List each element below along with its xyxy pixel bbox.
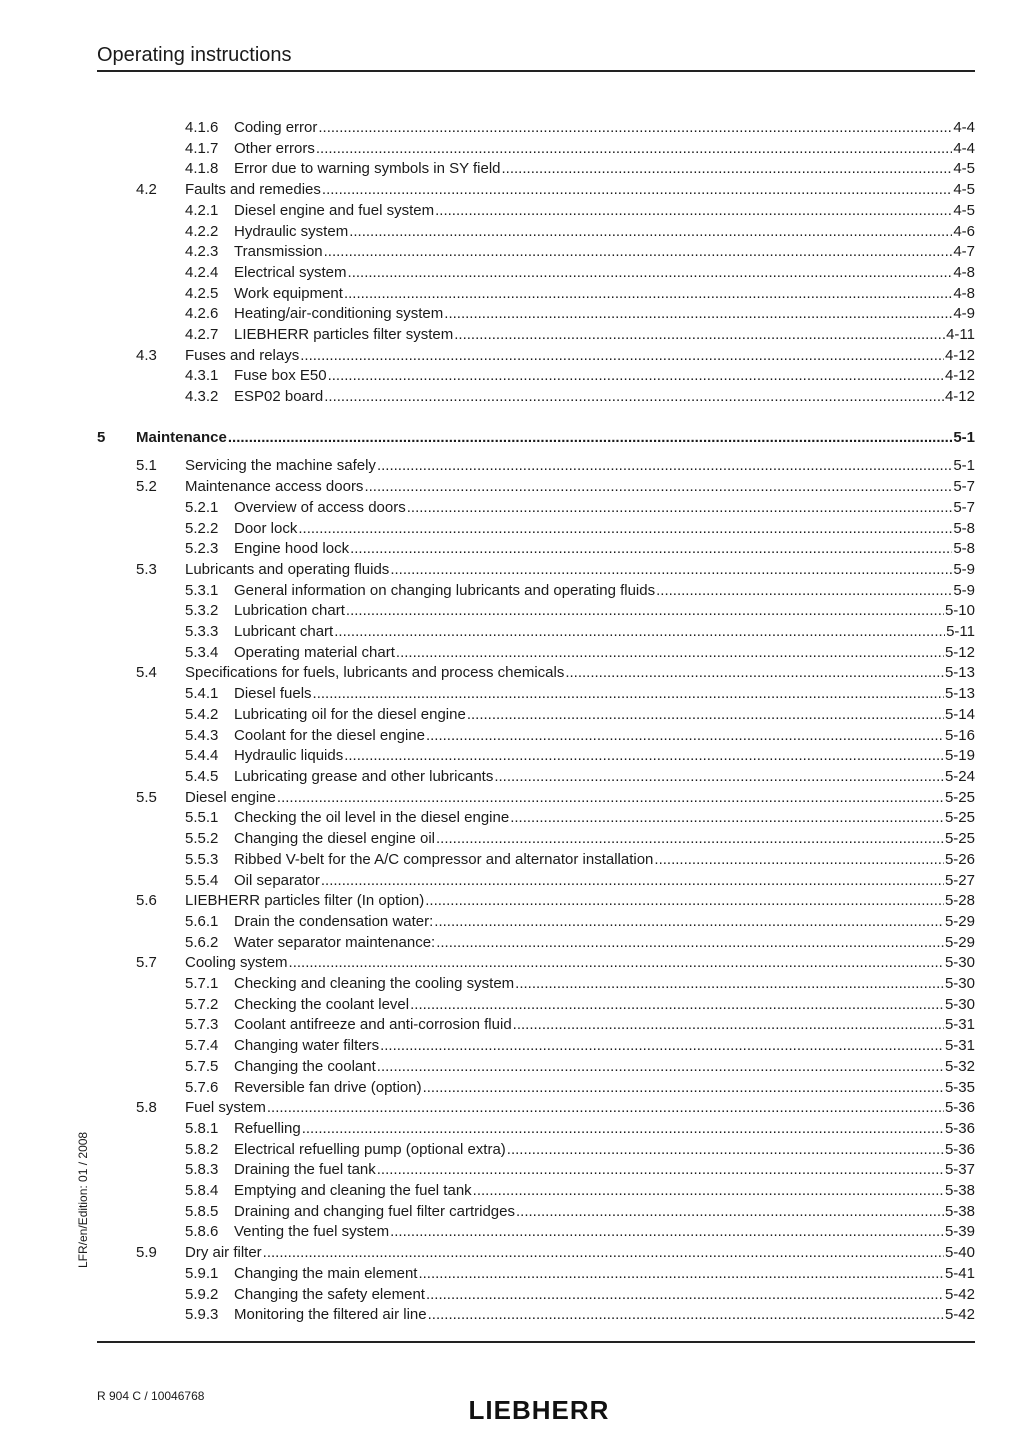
toc-entry-number: 5.5.1 xyxy=(185,809,219,826)
toc-leader-dots xyxy=(494,767,944,787)
toc-leader-dots xyxy=(267,1098,944,1118)
toc-entry xyxy=(185,519,975,539)
toc-leader-dots xyxy=(436,933,944,953)
toc-entry-number: 5.3.3 xyxy=(185,623,219,640)
toc-entry-number: 5.2.1 xyxy=(185,499,219,516)
toc-entry xyxy=(185,767,975,787)
toc-entry-page: 5-9 xyxy=(953,582,975,599)
toc-entry-number: 5.4.5 xyxy=(185,768,219,785)
toc-leader-dots xyxy=(467,705,944,725)
toc-entry-number: 5.7.3 xyxy=(185,1016,219,1033)
toc-entry-page: 5-14 xyxy=(944,706,975,723)
toc-entry-title: Lubricants and operating fluids xyxy=(185,561,390,578)
toc-entry xyxy=(136,456,975,476)
toc-entry-number: 4.2.7 xyxy=(185,326,219,343)
toc-entry xyxy=(185,601,975,621)
toc-entry xyxy=(185,1181,975,1201)
toc-entry-title: LIEBHERR particles filter system xyxy=(234,326,454,343)
toc-entry-page: 4-8 xyxy=(953,285,975,302)
toc-leader-dots xyxy=(502,159,953,179)
toc-entry-title: Transmission xyxy=(234,243,323,260)
toc-entry-title: Hydraulic system xyxy=(234,223,349,240)
toc-leader-dots xyxy=(425,891,944,911)
toc-entry xyxy=(185,366,975,386)
toc-entry-page: 5-10 xyxy=(944,602,975,619)
toc-entry-number: 5.4.3 xyxy=(185,727,219,744)
toc-entry-page: 5-32 xyxy=(944,1058,975,1075)
toc-entry-number: 4.3.1 xyxy=(185,367,219,384)
toc-entry-page: 4-5 xyxy=(953,202,975,219)
toc-entry xyxy=(185,1057,975,1077)
toc-leader-dots xyxy=(390,560,952,580)
toc-leader-dots xyxy=(423,1078,944,1098)
toc-entry-number: 5.5 xyxy=(136,789,157,806)
toc-leader-dots xyxy=(426,1285,944,1305)
toc-leader-dots xyxy=(454,325,945,345)
toc-entry-number: 5.3 xyxy=(136,561,157,578)
toc-entry-page: 5-27 xyxy=(944,872,975,889)
toc-entry-title: Cooling system xyxy=(185,954,288,971)
toc-entry-title: Checking the coolant level xyxy=(234,996,410,1013)
toc-leader-dots xyxy=(654,850,944,870)
toc-entry-title: Hydraulic liquids xyxy=(234,747,344,764)
toc-entry-title: Diesel engine xyxy=(185,789,276,806)
toc-entry-number: 4.2.6 xyxy=(185,305,219,322)
toc-entry xyxy=(185,498,975,518)
toc-entry-title: Changing the main element xyxy=(234,1265,418,1282)
toc-leader-dots xyxy=(302,1119,944,1139)
toc-entry-number: 5.8.4 xyxy=(185,1182,219,1199)
toc-entry xyxy=(185,304,975,324)
toc-entry-title: Oil separator xyxy=(234,872,320,889)
toc-entry xyxy=(185,387,975,407)
toc-entry xyxy=(185,1160,975,1180)
toc-entry xyxy=(185,325,975,345)
toc-leader-dots xyxy=(300,346,944,366)
toc-entry-number: 5.6 xyxy=(136,892,157,909)
toc-entry-title: Reversible fan drive (option) xyxy=(234,1079,422,1096)
toc-leader-dots xyxy=(396,643,944,663)
toc-entry xyxy=(136,477,975,497)
toc-leader-dots xyxy=(364,477,952,497)
toc-entry-title: Monitoring the filtered air line xyxy=(234,1306,427,1323)
toc-entry-title: Lubricating grease and other lubricants xyxy=(234,768,494,785)
toc-entry-number: 5 xyxy=(97,429,106,446)
toc-entry-number: 5.6.2 xyxy=(185,934,219,951)
toc-entry-title: Changing water filters xyxy=(234,1037,380,1054)
toc-entry xyxy=(185,201,975,221)
toc-entry xyxy=(185,808,975,828)
toc-entry-page: 5-31 xyxy=(944,1016,975,1033)
toc-leader-dots xyxy=(277,788,944,808)
toc-entry-page: 5-39 xyxy=(944,1223,975,1240)
toc-entry-number: 4.2.4 xyxy=(185,264,219,281)
toc-entry-number: 5.8.5 xyxy=(185,1203,219,1220)
toc-entry-title: Changing the coolant xyxy=(234,1058,376,1075)
toc-entry xyxy=(185,643,975,663)
toc-entry-title: Checking and cleaning the cooling system xyxy=(234,975,515,992)
toc-entry-page: 5-38 xyxy=(944,1182,975,1199)
toc-entry-page: 5-37 xyxy=(944,1161,975,1178)
toc-entry xyxy=(136,180,975,200)
footer-divider xyxy=(97,1341,975,1343)
toc-leader-dots xyxy=(328,366,944,386)
toc-entry-page: 5-1 xyxy=(953,457,975,474)
toc-entry xyxy=(185,705,975,725)
toc-leader-dots xyxy=(507,1140,944,1160)
toc-entry-page: 5-38 xyxy=(944,1203,975,1220)
toc-entry-title: Water separator maintenance: xyxy=(234,934,436,951)
toc-entry-title: Maintenance access doors xyxy=(185,478,364,495)
toc-entry-page: 4-5 xyxy=(953,160,975,177)
toc-entry xyxy=(185,871,975,891)
toc-entry-number: 5.3.4 xyxy=(185,644,219,661)
toc-entry-page: 4-11 xyxy=(946,326,975,343)
toc-entry-page: 4-7 xyxy=(953,243,975,260)
toc-entry xyxy=(136,1098,975,1118)
header-divider xyxy=(97,70,975,72)
toc-entry xyxy=(136,1243,975,1263)
toc-leader-dots xyxy=(380,1036,944,1056)
toc-entry-page: 5-42 xyxy=(944,1306,975,1323)
toc-leader-dots xyxy=(289,953,944,973)
toc-entry-page: 4-8 xyxy=(953,264,975,281)
toc-entry xyxy=(185,974,975,994)
toc-entry-title: Draining the fuel tank xyxy=(234,1161,376,1178)
toc-entry-page: 5-40 xyxy=(944,1244,975,1261)
toc-entry-title: Venting the fuel system xyxy=(234,1223,390,1240)
toc-entry-number: 5.4.1 xyxy=(185,685,219,702)
toc-entry-page: 5-36 xyxy=(944,1099,975,1116)
toc-leader-dots xyxy=(350,539,952,559)
toc-entry-title: Emptying and cleaning the fuel tank xyxy=(234,1182,472,1199)
toc-entry-page: 4-12 xyxy=(944,367,975,384)
toc-entry-title: Overview of access doors xyxy=(234,499,406,516)
toc-entry-number: 5.3.2 xyxy=(185,602,219,619)
toc-entry-number: 5.4.4 xyxy=(185,747,219,764)
toc-entry-page: 5-35 xyxy=(944,1079,975,1096)
toc-entry xyxy=(185,933,975,953)
logo-text: LIEBHERR xyxy=(468,1395,610,1423)
toc-entry-title: Checking the oil level in the diesel engine xyxy=(234,809,510,826)
toc-leader-dots xyxy=(316,139,952,159)
toc-entry-title: LIEBHERR particles filter (In option) xyxy=(185,892,425,909)
toc-leader-dots xyxy=(428,1305,944,1325)
toc-entry-number: 4.2.2 xyxy=(185,223,219,240)
toc-entry-number: 5.7.6 xyxy=(185,1079,219,1096)
toc-leader-dots xyxy=(346,601,944,621)
toc-leader-dots xyxy=(263,1243,944,1263)
toc-entry-page: 5-42 xyxy=(944,1286,975,1303)
toc-entry xyxy=(185,622,975,642)
toc-entry-page: 5-29 xyxy=(944,934,975,951)
toc-entry-title: Diesel engine and fuel system xyxy=(234,202,435,219)
toc-leader-dots xyxy=(444,304,952,324)
toc-leader-dots xyxy=(348,263,953,283)
toc-entry-title: Fuses and relays xyxy=(185,347,300,364)
toc-entry xyxy=(185,1222,975,1242)
toc-leader-dots xyxy=(377,456,952,476)
toc-entry xyxy=(97,428,975,448)
toc-entry-title: Electrical refuelling pump (optional extra) xyxy=(234,1141,506,1158)
toc-leader-dots xyxy=(410,995,944,1015)
toc-entry-page: 5-12 xyxy=(944,644,975,661)
toc-leader-dots xyxy=(434,912,944,932)
toc-leader-dots xyxy=(565,663,944,683)
toc-entry-page: 4-12 xyxy=(944,388,975,405)
toc-leader-dots xyxy=(510,808,944,828)
toc-entry-number: 5.7.4 xyxy=(185,1037,219,1054)
toc-entry xyxy=(185,995,975,1015)
toc-entry-number: 5.9.3 xyxy=(185,1306,219,1323)
toc-entry-page: 4-5 xyxy=(953,181,975,198)
toc-entry-title: Coolant antifreeze and anti-corrosion fluid xyxy=(234,1016,512,1033)
toc-entry xyxy=(185,1036,975,1056)
toc-entry xyxy=(185,1305,975,1325)
toc-entry xyxy=(185,1285,975,1305)
toc-entry-page: 5-24 xyxy=(944,768,975,785)
toc-entry-number: 4.2.1 xyxy=(185,202,219,219)
toc-entry-title: Dry air filter xyxy=(185,1244,262,1261)
toc-entry-page: 5-8 xyxy=(953,540,975,557)
toc-entry-number: 4.2.3 xyxy=(185,243,219,260)
toc-entry-number: 4.2.5 xyxy=(185,285,219,302)
toc-entry-number: 5.8.6 xyxy=(185,1223,219,1240)
toc-entry-page: 5-25 xyxy=(944,789,975,806)
toc-entry-page: 5-28 xyxy=(944,892,975,909)
toc-entry xyxy=(185,284,975,304)
toc-entry xyxy=(185,539,975,559)
toc-entry-page: 5-11 xyxy=(946,623,975,640)
toc-entry-number: 5.8.3 xyxy=(185,1161,219,1178)
toc-entry-page: 5-1 xyxy=(953,429,975,446)
toc-entry-page: 5-36 xyxy=(944,1120,975,1137)
toc-entry-title: Lubricant chart xyxy=(234,623,334,640)
toc-entry xyxy=(185,829,975,849)
toc-entry-page: 5-7 xyxy=(953,499,975,516)
toc-leader-dots xyxy=(436,829,944,849)
toc-entry-number: 5.7.2 xyxy=(185,996,219,1013)
toc-leader-dots xyxy=(324,242,953,262)
toc-entry-number: 4.1.8 xyxy=(185,160,219,177)
toc-entry-title: Changing the diesel engine oil xyxy=(234,830,435,847)
toc-entry-page: 5-16 xyxy=(944,727,975,744)
toc-entry-title: Door lock xyxy=(234,520,298,537)
toc-entry-title: Refuelling xyxy=(234,1120,301,1137)
toc-entry-number: 5.9.2 xyxy=(185,1286,219,1303)
toc-entry-page: 5-19 xyxy=(944,747,975,764)
toc-entry xyxy=(185,1140,975,1160)
toc-entry-title: General information on changing lubricants and operating fluids xyxy=(234,582,656,599)
toc-entry-number: 5.4.2 xyxy=(185,706,219,723)
toc-entry xyxy=(136,663,975,683)
toc-entry-title: Work equipment xyxy=(234,285,343,302)
toc-entry-title: Heating/air-conditioning system xyxy=(234,305,444,322)
toc-leader-dots xyxy=(473,1181,944,1201)
toc-entry-page: 5-41 xyxy=(944,1265,975,1282)
toc-entry-title: Ribbed V-belt for the A/C compressor and alternator installation xyxy=(234,851,654,868)
toc-entry xyxy=(185,726,975,746)
document-id: R 904 C / 10046768 xyxy=(97,1389,205,1403)
toc-entry-page: 5-25 xyxy=(944,830,975,847)
toc-leader-dots xyxy=(313,684,944,704)
toc-entry xyxy=(185,139,975,159)
toc-entry-page: 4-6 xyxy=(953,223,975,240)
toc-leader-dots xyxy=(513,1015,944,1035)
toc-leader-dots xyxy=(426,726,944,746)
toc-entry xyxy=(185,684,975,704)
toc-entry-number: 5.8 xyxy=(136,1099,157,1116)
toc-entry-page: 4-4 xyxy=(953,119,975,136)
toc-entry xyxy=(185,242,975,262)
toc-leader-dots xyxy=(435,201,952,221)
toc-entry xyxy=(136,891,975,911)
toc-entry-title: Coolant for the diesel engine xyxy=(234,727,425,744)
toc-entry-number: 5.9 xyxy=(136,1244,157,1261)
toc-entry-page: 5-26 xyxy=(944,851,975,868)
toc-entry-title: Fuse box E50 xyxy=(234,367,327,384)
toc-leader-dots xyxy=(418,1264,944,1284)
toc-entry xyxy=(185,1264,975,1284)
toc-entry xyxy=(185,1078,975,1098)
toc-entry-number: 4.3 xyxy=(136,347,157,364)
toc-entry-number: 5.5.4 xyxy=(185,872,219,889)
toc-leader-dots xyxy=(377,1160,944,1180)
toc-entry-page: 4-4 xyxy=(953,140,975,157)
toc-entry-number: 4.2 xyxy=(136,181,157,198)
toc-leader-dots xyxy=(324,387,944,407)
toc-entry xyxy=(185,118,975,138)
toc-entry-page: 5-36 xyxy=(944,1141,975,1158)
toc-entry-page: 5-9 xyxy=(953,561,975,578)
toc-entry-page: 5-30 xyxy=(944,954,975,971)
toc-entry-title: Operating material chart xyxy=(234,644,395,661)
toc-entry-number: 5.7.1 xyxy=(185,975,219,992)
toc-entry-title: Engine hood lock xyxy=(234,540,350,557)
toc-entry-title: Other errors xyxy=(234,140,315,157)
toc-entry-number: 4.1.6 xyxy=(185,119,219,136)
toc-entry-title: Servicing the machine safely xyxy=(185,457,376,474)
toc-entry-page: 5-8 xyxy=(953,520,975,537)
toc-entry xyxy=(185,263,975,283)
toc-leader-dots xyxy=(322,180,952,200)
toc-leader-dots xyxy=(344,284,952,304)
toc-entry-title: Specifications for fuels, lubricants and process chemicals xyxy=(185,664,565,681)
toc-entry-number: 5.2.3 xyxy=(185,540,219,557)
toc-entry-number: 5.3.1 xyxy=(185,582,219,599)
toc-entry xyxy=(185,159,975,179)
toc-entry-page: 4-12 xyxy=(944,347,975,364)
toc-entry-title: Fuel system xyxy=(185,1099,266,1116)
toc-entry-page: 5-29 xyxy=(944,913,975,930)
toc-entry-page: 5-13 xyxy=(944,685,975,702)
edition-label: LFR/en/Edition: 01 / 2008 xyxy=(76,1131,90,1268)
toc-entry-number: 5.7.5 xyxy=(185,1058,219,1075)
toc-entry-page: 5-30 xyxy=(944,996,975,1013)
toc-entry-number: 5.4 xyxy=(136,664,157,681)
toc-leader-dots xyxy=(407,498,953,518)
toc-entry-title: Lubrication chart xyxy=(234,602,345,619)
toc-entry-title: Lubricating oil for the diesel engine xyxy=(234,706,466,723)
page-header-title: Operating instructions xyxy=(97,44,292,66)
toc-entry-title: ESP02 board xyxy=(234,388,324,405)
toc-entry-title: Faults and remedies xyxy=(185,181,321,198)
toc-entry-number: 5.5.3 xyxy=(185,851,219,868)
toc-leader-dots xyxy=(334,622,945,642)
toc-entry-page: 5-31 xyxy=(944,1037,975,1054)
toc-leader-dots xyxy=(298,519,952,539)
toc-entry-title: Error due to warning symbols in SY field xyxy=(234,160,501,177)
toc-entry-number: 5.8.2 xyxy=(185,1141,219,1158)
toc-entry-number: 5.5.2 xyxy=(185,830,219,847)
toc-entry xyxy=(185,581,975,601)
liebherr-logo xyxy=(452,1395,626,1423)
toc-leader-dots xyxy=(390,1222,944,1242)
toc-entry xyxy=(185,1119,975,1139)
toc-entry-title: Electrical system xyxy=(234,264,347,281)
toc-entry xyxy=(136,346,975,366)
toc-entry-title: Coding error xyxy=(234,119,318,136)
toc-leader-dots xyxy=(377,1057,944,1077)
toc-entry-page: 5-25 xyxy=(944,809,975,826)
toc-entry-number: 5.2 xyxy=(136,478,157,495)
toc-entry xyxy=(185,746,975,766)
toc-leader-dots xyxy=(656,581,952,601)
toc-entry xyxy=(185,1202,975,1222)
toc-entry-number: 5.7 xyxy=(136,954,157,971)
toc-leader-dots xyxy=(516,1202,944,1222)
toc-leader-dots xyxy=(321,871,944,891)
toc-entry-number: 4.3.2 xyxy=(185,388,219,405)
toc-entry-title: Draining and changing fuel filter cartridges xyxy=(234,1203,515,1220)
toc-entry xyxy=(185,850,975,870)
toc-entry-page: 4-9 xyxy=(953,305,975,322)
toc-entry xyxy=(185,912,975,932)
toc-entry-page: 5-30 xyxy=(944,975,975,992)
toc-entry-number: 5.1 xyxy=(136,457,157,474)
toc-entry xyxy=(136,788,975,808)
toc-leader-dots xyxy=(228,428,952,448)
toc-leader-dots xyxy=(344,746,944,766)
toc-entry-title: Drain the condensation water: xyxy=(234,913,434,930)
toc-entry-number: 4.1.7 xyxy=(185,140,219,157)
toc-leader-dots xyxy=(318,118,952,138)
toc-entry-number: 5.9.1 xyxy=(185,1265,219,1282)
toc-entry-number: 5.2.2 xyxy=(185,520,219,537)
toc-leader-dots xyxy=(515,974,944,994)
toc-leader-dots xyxy=(349,222,952,242)
toc-entry-title: Maintenance xyxy=(136,429,227,446)
toc-entry xyxy=(136,560,975,580)
toc-entry xyxy=(185,222,975,242)
toc-entry-number: 5.8.1 xyxy=(185,1120,219,1137)
toc-entry-title: Changing the safety element xyxy=(234,1286,425,1303)
toc-entry-page: 5-7 xyxy=(953,478,975,495)
toc-entry xyxy=(185,1015,975,1035)
toc-entry-page: 5-13 xyxy=(944,664,975,681)
toc-entry xyxy=(136,953,975,973)
toc-entry-title: Diesel fuels xyxy=(234,685,312,702)
toc-entry-number: 5.6.1 xyxy=(185,913,219,930)
